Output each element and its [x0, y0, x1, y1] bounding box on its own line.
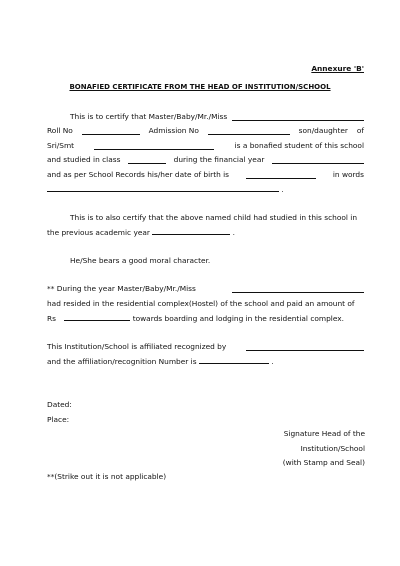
para1-line5: and as per School Records his/her date of birth is in words	[47, 170, 364, 179]
amount-field[interactable]	[64, 313, 130, 321]
certificate-title: BONAFIED CERTIFICATE FROM THE HEAD OF INSTITUTION/SCHOOL	[69, 83, 331, 91]
dob-words-field[interactable]	[47, 184, 279, 192]
annexure-label: Annexure 'B'	[311, 64, 364, 73]
roll-no-field[interactable]	[82, 127, 140, 135]
affiliation-body-field[interactable]	[246, 343, 364, 351]
place-label: Place:	[47, 415, 70, 424]
para5-line2: and the affiliation/recognition Number is .	[47, 357, 274, 366]
signature-line3: (with Stamp and Seal)	[282, 458, 365, 467]
para1-line3: Sri/Smt is a bonafied student of this school	[47, 141, 364, 150]
student-name-field[interactable]	[232, 113, 364, 121]
para1-line4: and studied in class during the financial year	[47, 155, 364, 164]
para4-line3: Rs towards boarding and lodging in the residential complex.	[47, 314, 344, 323]
affiliation-number-field[interactable]	[199, 356, 269, 364]
para1-line1: This is to certify that Master/Baby/Mr./Miss	[70, 112, 364, 121]
dob-field[interactable]	[246, 171, 316, 179]
para1-line6: .	[47, 184, 284, 194]
hostel-student-name-field[interactable]	[232, 285, 364, 293]
parent-name-field[interactable]	[94, 142, 214, 150]
moral-character-line: He/She bears a good moral character.	[70, 256, 211, 265]
academic-year-field[interactable]	[152, 227, 230, 235]
footnote: **(Strike out it is not applicable)	[47, 472, 167, 481]
para4-line1: ** During the year Master/Baby/Mr./Miss	[47, 284, 364, 293]
financial-year-field[interactable]	[272, 156, 364, 164]
para2-line1: This is to also certify that the above named child had studied in this school in	[70, 213, 358, 222]
para4-line2: had resided in the residential complex(Hostel) of the school and paid an amount of	[47, 299, 355, 308]
dated-label: Dated:	[47, 400, 72, 409]
admission-no-field[interactable]	[208, 127, 290, 135]
class-field[interactable]	[128, 156, 166, 164]
signature-line1: Signature Head of the	[283, 429, 365, 438]
signature-line2: Institution/School	[300, 444, 365, 453]
para1-line2: Roll No Admission No son/daughter of	[47, 126, 364, 135]
para5-line1: This Institution/School is affiliated recognized by	[47, 342, 364, 351]
para2-line2: the previous academic year .	[47, 228, 236, 237]
